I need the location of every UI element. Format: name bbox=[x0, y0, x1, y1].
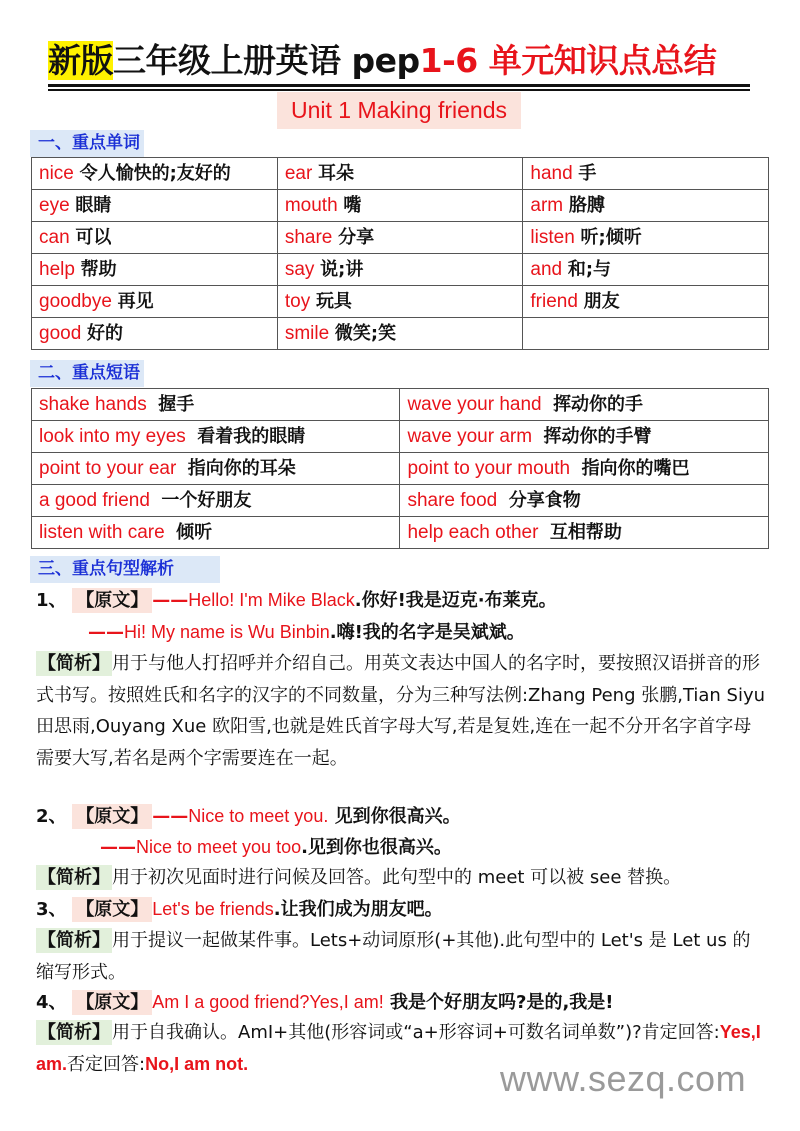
chinese-meaning: 和;与 bbox=[567, 259, 612, 280]
sentence-2-reply bbox=[100, 831, 452, 864]
table-cell bbox=[277, 286, 523, 318]
analysis-text: 用于与他人打招呼并介绍自己。用英文表达中国人的名字时，要按照汉语拼音的形式书写。按照姓氏和名字的汉字的不同数量，分为三种写法例:Zhang Peng 张鹏,Tian Siyu 田思雨,Ouyang Xue 欧阳雪,也就是姓氏首字母大写,若是复姓,连在一起不分开名字首字母需要大写,若名是两个字需要连在一起。 bbox=[36, 653, 766, 769]
section-heading-words: 一、重点单词 bbox=[30, 130, 144, 157]
analysis-text: 用于初次见面时进行问候及回答。此句型中的 meet 可以被 see 替换。 bbox=[112, 867, 682, 888]
table-row bbox=[32, 485, 769, 517]
title-main: 三年级上册英语 pep bbox=[113, 41, 420, 80]
table-row bbox=[32, 453, 769, 485]
chinese-meaning: 指向你的嘴巴 bbox=[581, 458, 690, 479]
analysis-text: 用于自我确认。AmI+其他(形容词或“a+形容词+可数名词单数”)?肯定回答: bbox=[112, 1022, 720, 1043]
table-cell bbox=[400, 421, 769, 453]
section-heading-phrases: 二、重点短语 bbox=[30, 360, 144, 387]
affirmative-answer: Yes,I am. bbox=[36, 1022, 761, 1074]
chinese-translation: .让我们成为朋友吧。 bbox=[273, 899, 443, 920]
sentence-2-analysis bbox=[36, 862, 766, 894]
analysis-tag: 【简析】 bbox=[38, 930, 110, 951]
table-row bbox=[32, 421, 769, 453]
sentence-3-analysis bbox=[36, 925, 766, 988]
table-cell bbox=[32, 453, 400, 485]
analysis-text: 否定回答: bbox=[67, 1053, 146, 1075]
unit-title: Unit 1 Making friends bbox=[277, 92, 521, 129]
chinese-meaning: 挥动你的手臂 bbox=[543, 426, 652, 447]
chinese-translation: .见到你也很高兴。 bbox=[301, 837, 452, 858]
chinese-meaning: 玩具 bbox=[315, 291, 352, 312]
table-cell bbox=[400, 485, 769, 517]
table-row bbox=[32, 222, 769, 254]
english-term: shake hands bbox=[39, 394, 147, 415]
english-sentence: Nice to meet you. bbox=[188, 806, 329, 826]
english-term: point to your ear bbox=[39, 458, 177, 479]
chinese-meaning: 嘴 bbox=[343, 195, 362, 216]
table-cell bbox=[523, 318, 769, 350]
chinese-meaning: 再见 bbox=[117, 291, 154, 312]
chinese-meaning: 指向你的耳朵 bbox=[187, 458, 296, 479]
english-term: mouth bbox=[284, 195, 338, 216]
sentence-1-analysis bbox=[36, 648, 766, 774]
english-term: eye bbox=[39, 195, 70, 216]
sentence-1-original bbox=[36, 584, 557, 617]
chinese-meaning: 分享 bbox=[338, 227, 375, 248]
english-term: help each other bbox=[407, 522, 539, 543]
english-sentence: Let's be friends bbox=[152, 899, 274, 919]
table-cell bbox=[277, 254, 523, 286]
english-term: and bbox=[530, 259, 563, 280]
chinese-meaning: 可以 bbox=[75, 227, 112, 248]
chinese-meaning: 一个好朋友 bbox=[161, 490, 252, 511]
table-cell bbox=[32, 190, 278, 222]
table-cell bbox=[523, 286, 769, 318]
phrases-table bbox=[31, 388, 769, 549]
table-row bbox=[32, 158, 769, 190]
section-heading-sentences: 三、重点句型解析 bbox=[30, 556, 220, 583]
english-term: say bbox=[284, 259, 315, 280]
chinese-meaning: 听;倾听 bbox=[580, 227, 642, 248]
chinese-meaning: 微笑;笑 bbox=[334, 323, 397, 344]
table-row bbox=[32, 318, 769, 350]
analysis-tag: 【简析】 bbox=[38, 653, 110, 674]
table-row bbox=[32, 517, 769, 549]
chinese-translation: 我是个好朋友吗?是的,我是! bbox=[383, 992, 614, 1013]
watermark: www.sezq.com bbox=[500, 1058, 747, 1099]
chinese-meaning: 胳膊 bbox=[568, 195, 605, 216]
chinese-meaning: 倾听 bbox=[176, 522, 213, 543]
english-term: listen bbox=[530, 227, 575, 248]
table-cell bbox=[523, 158, 769, 190]
english-term: arm bbox=[530, 195, 564, 216]
title-double-rule bbox=[48, 84, 750, 91]
chinese-meaning: 耳朵 bbox=[318, 163, 355, 184]
table-cell bbox=[32, 254, 278, 286]
chinese-meaning: 握手 bbox=[158, 394, 195, 415]
item-number: 2、 bbox=[36, 806, 67, 827]
english-term: smile bbox=[284, 323, 330, 344]
english-term: friend bbox=[530, 291, 578, 312]
english-sentence: Hi! My name is Wu Binbin bbox=[124, 622, 330, 642]
analysis-text: 用于提议一起做某件事。Lets+动词原形(+其他).此句型中的 Let's 是 Let us 的缩写形式。 bbox=[36, 930, 751, 983]
table-row bbox=[32, 286, 769, 318]
analysis-tag: 【简析】 bbox=[38, 1022, 110, 1043]
chinese-meaning: 朋友 bbox=[583, 291, 620, 312]
table-cell bbox=[400, 389, 769, 421]
dash: —— bbox=[152, 806, 189, 827]
document-title bbox=[48, 38, 750, 84]
dash: —— bbox=[152, 590, 189, 611]
table-cell bbox=[277, 190, 523, 222]
english-term: hand bbox=[530, 163, 573, 184]
table-cell bbox=[277, 222, 523, 254]
english-term: share food bbox=[407, 490, 498, 511]
item-number: 3、 bbox=[36, 899, 67, 920]
chinese-meaning: 挥动你的手 bbox=[553, 394, 644, 415]
sentence-3-original bbox=[36, 893, 443, 926]
original-tag: 【原文】 bbox=[72, 804, 152, 829]
chinese-meaning: 看着我的眼睛 bbox=[197, 426, 306, 447]
chinese-translation: 见到你很高兴。 bbox=[328, 806, 461, 827]
table-cell bbox=[523, 190, 769, 222]
original-tag: 【原文】 bbox=[72, 588, 152, 613]
english-term: nice bbox=[39, 163, 74, 184]
chinese-meaning: 好的 bbox=[87, 323, 124, 344]
dash: —— bbox=[100, 837, 136, 858]
table-row bbox=[32, 254, 769, 286]
table-cell bbox=[32, 318, 278, 350]
original-tag: 【原文】 bbox=[72, 897, 152, 922]
table-cell bbox=[32, 517, 400, 549]
chinese-meaning: 说;讲 bbox=[320, 259, 364, 280]
table-cell bbox=[277, 158, 523, 190]
chinese-meaning: 帮助 bbox=[80, 259, 117, 280]
english-term: share bbox=[284, 227, 333, 248]
english-term: ear bbox=[284, 163, 313, 184]
title-red: 1-6 单元知识点总结 bbox=[419, 41, 717, 80]
english-term: listen with care bbox=[39, 522, 165, 543]
words-table bbox=[31, 157, 769, 350]
item-number: 4、 bbox=[36, 992, 67, 1013]
english-sentence: Hello! I'm Mike Black bbox=[188, 590, 355, 610]
chinese-meaning: 手 bbox=[578, 163, 597, 184]
english-term: wave your hand bbox=[407, 394, 542, 415]
original-tag: 【原文】 bbox=[72, 990, 152, 1015]
table-cell bbox=[523, 222, 769, 254]
table-cell bbox=[523, 254, 769, 286]
sentence-2-original bbox=[36, 800, 461, 833]
chinese-meaning: 眼睛 bbox=[75, 195, 112, 216]
english-sentence: Am I a good friend?Yes,I am! bbox=[152, 992, 384, 1012]
chinese-meaning: 令人愉快的;友好的 bbox=[79, 163, 231, 184]
chinese-meaning: 互相帮助 bbox=[549, 522, 622, 543]
english-term: good bbox=[39, 323, 82, 344]
dash: —— bbox=[88, 622, 124, 643]
table-cell bbox=[32, 222, 278, 254]
english-term: look into my eyes bbox=[39, 426, 186, 447]
table-cell bbox=[32, 421, 400, 453]
item-number: 1、 bbox=[36, 590, 67, 611]
table-cell bbox=[32, 286, 278, 318]
table-cell bbox=[400, 453, 769, 485]
table-cell bbox=[32, 158, 278, 190]
table-cell bbox=[400, 517, 769, 549]
english-term: goodbye bbox=[39, 291, 112, 312]
english-term: help bbox=[39, 259, 75, 280]
chinese-translation: .嗨!我的名字是吴斌斌。 bbox=[329, 622, 525, 643]
table-row bbox=[32, 389, 769, 421]
chinese-meaning: 分享食物 bbox=[508, 490, 581, 511]
english-term: point to your mouth bbox=[407, 458, 571, 479]
chinese-translation: .你好!我是迈克·布莱克。 bbox=[354, 590, 557, 611]
table-cell bbox=[277, 318, 523, 350]
title-highlight: 新版 bbox=[48, 41, 113, 80]
sentence-1-reply bbox=[88, 616, 525, 649]
english-term: a good friend bbox=[39, 490, 150, 511]
analysis-tag: 【简析】 bbox=[38, 867, 110, 888]
table-cell bbox=[32, 389, 400, 421]
table-cell bbox=[32, 485, 400, 517]
negative-answer: No,I am not. bbox=[145, 1053, 249, 1074]
english-term: wave your arm bbox=[407, 426, 533, 447]
table-row bbox=[32, 190, 769, 222]
english-sentence: Nice to meet you too bbox=[136, 837, 302, 857]
english-term: toy bbox=[284, 291, 311, 312]
english-term: can bbox=[39, 227, 70, 248]
sentence-4-original bbox=[36, 986, 614, 1019]
